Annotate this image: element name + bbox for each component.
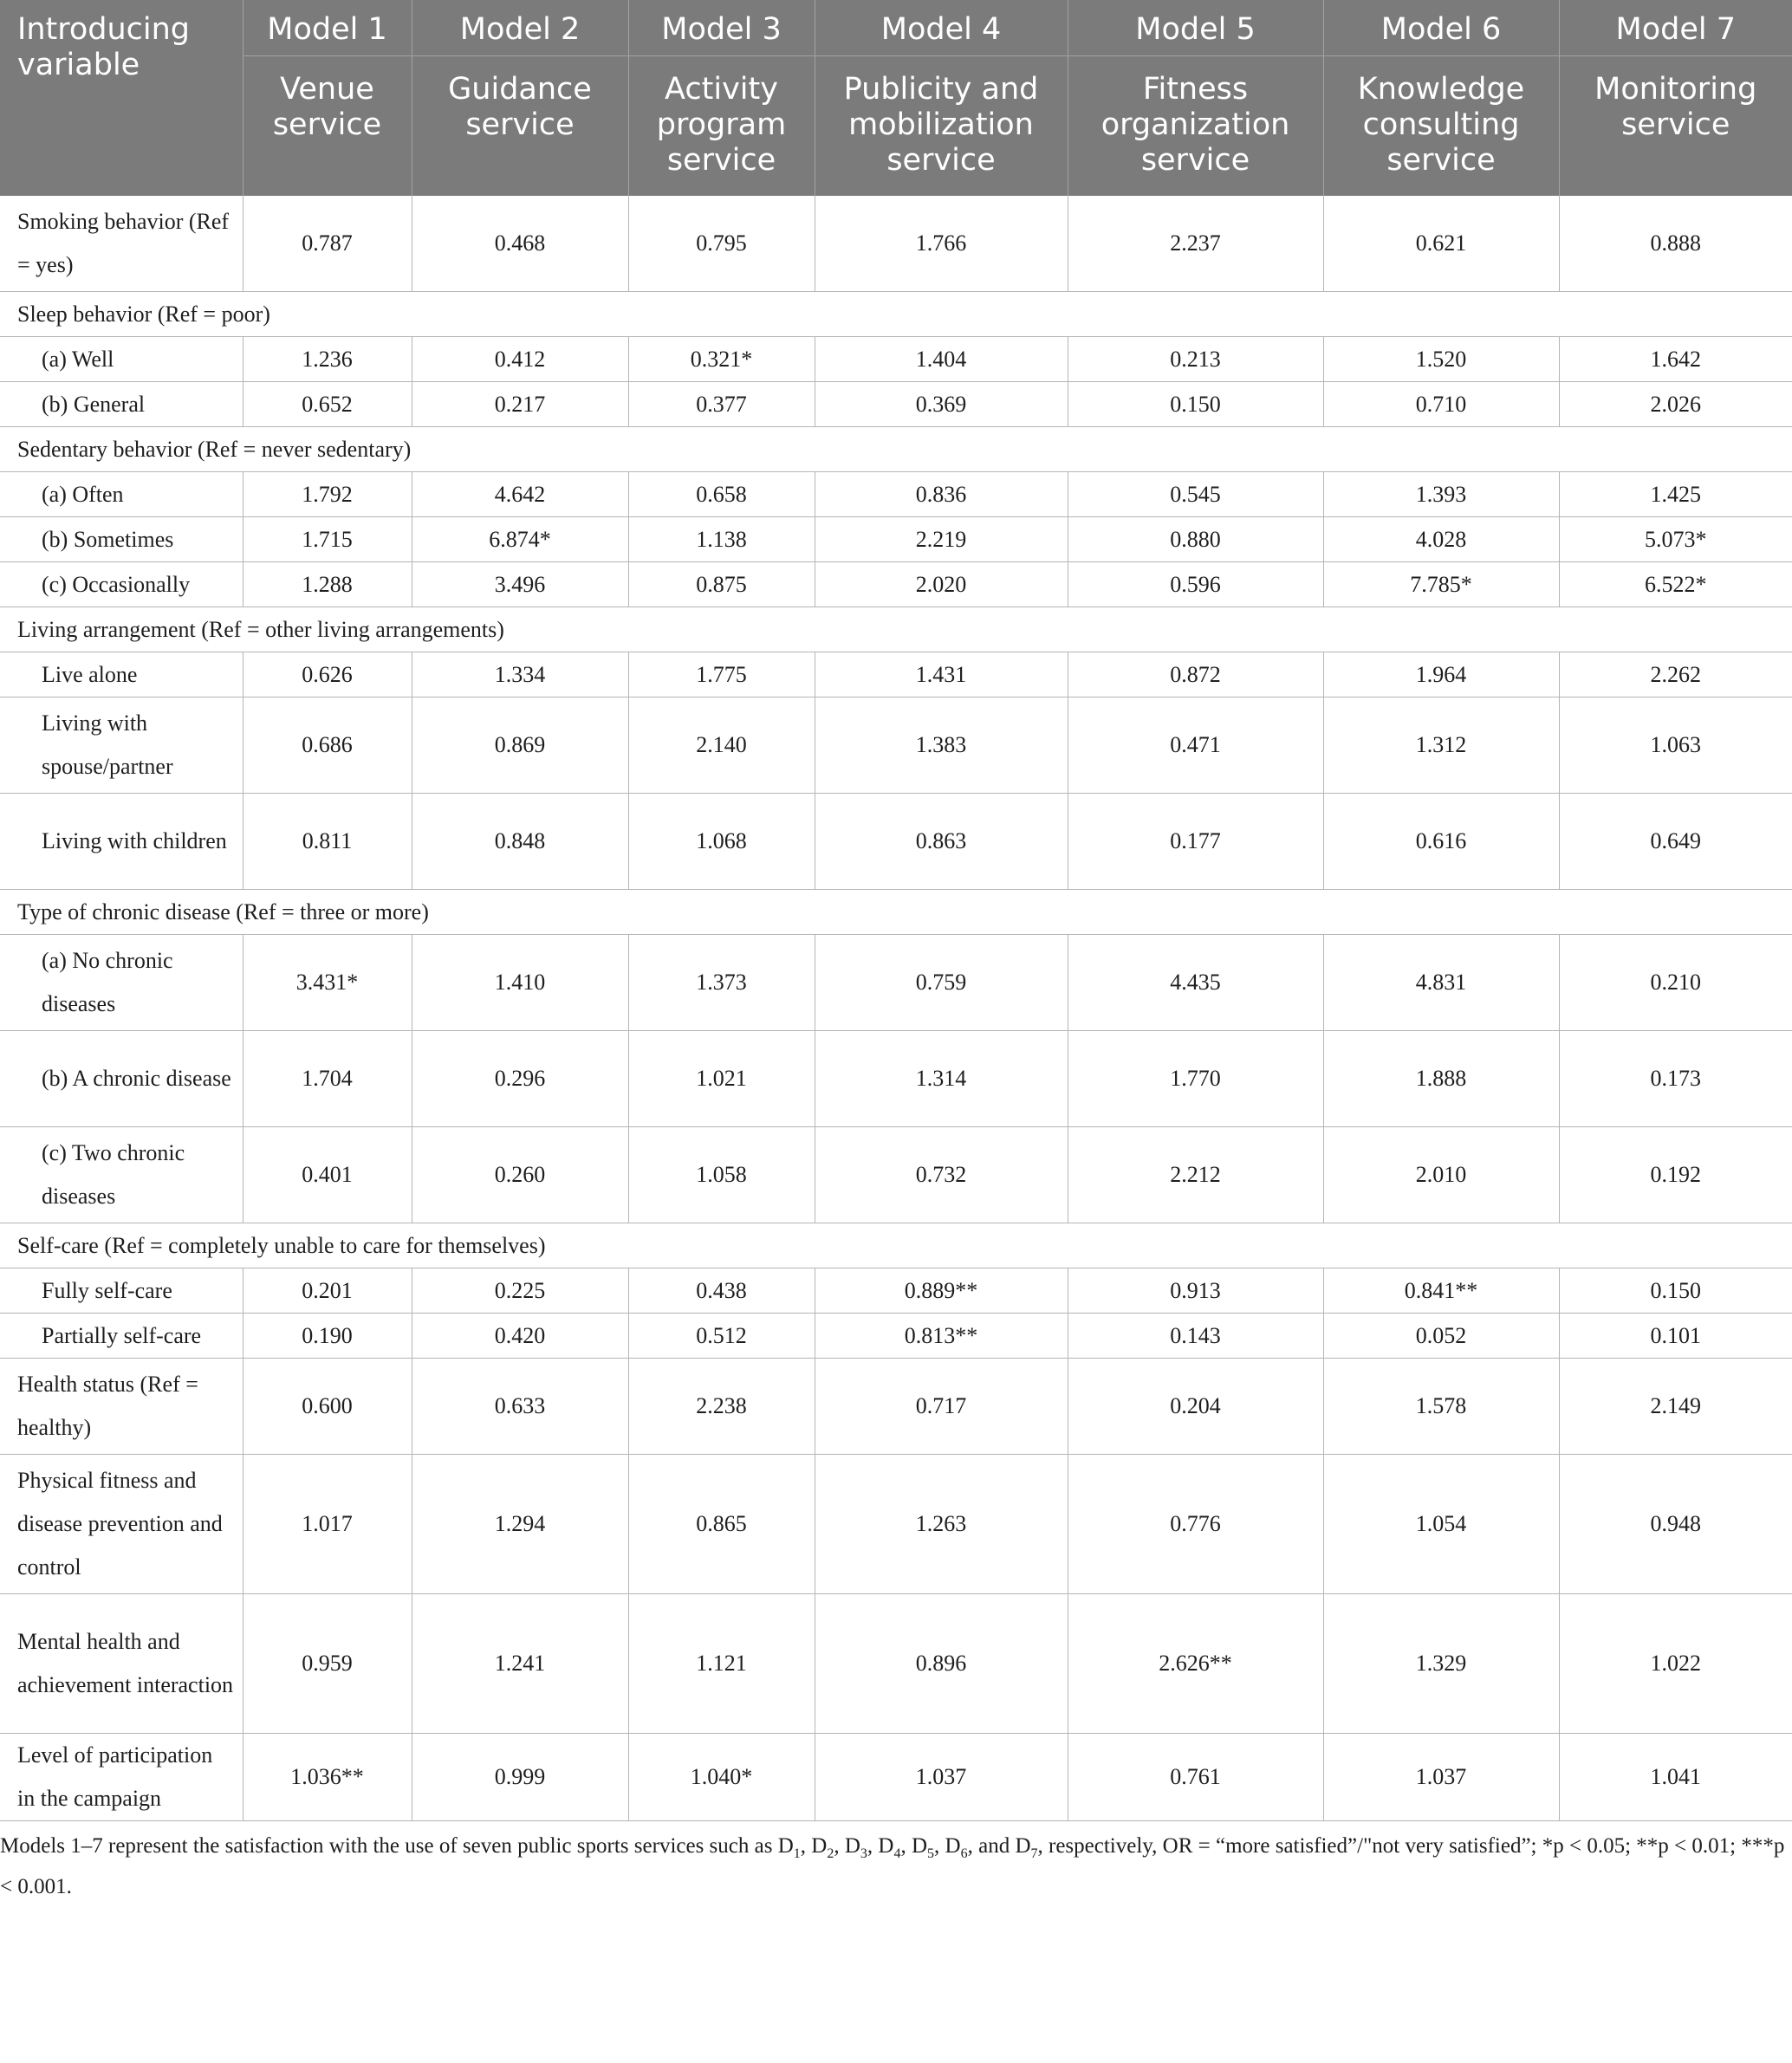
header-service-7: Monitoring service <box>1559 55 1792 196</box>
value-cell-model-4: 0.896 <box>815 1594 1068 1734</box>
footnote-d-item: $D_1$ <box>777 1834 801 1861</box>
value-cell-model-3: 1.373 <box>628 935 815 1031</box>
value-cell-model-3: 2.238 <box>628 1359 815 1455</box>
value-cell-model-3: 0.321* <box>628 337 815 382</box>
row-label: Partially self-care <box>0 1314 243 1359</box>
value-cell-model-4: 1.314 <box>815 1031 1068 1127</box>
value-cell-model-4: 0.717 <box>815 1359 1068 1455</box>
value-cell-model-5: 2.237 <box>1068 196 1323 292</box>
value-cell-model-1: 0.401 <box>243 1127 412 1223</box>
value-cell-model-6: 4.028 <box>1323 517 1559 562</box>
footnote-d-item: $D_2$ <box>811 1834 834 1861</box>
value-cell-model-1: 1.017 <box>243 1455 412 1594</box>
value-cell-model-4: 2.219 <box>815 517 1068 562</box>
value-cell-model-1: 1.704 <box>243 1031 412 1127</box>
value-cell-model-7: 1.063 <box>1559 697 1792 794</box>
value-cell-model-1: 0.652 <box>243 382 412 427</box>
table-row <box>0 935 1792 1031</box>
header-introducing-variable: Introducing variable <box>0 0 243 196</box>
value-cell-model-6: 1.054 <box>1323 1455 1559 1594</box>
value-cell-model-3: 0.865 <box>628 1455 815 1594</box>
footnote-d-item: $D_3$ <box>844 1834 867 1861</box>
value-cell-model-6: 0.841** <box>1323 1268 1559 1314</box>
value-cell-model-2: 1.410 <box>412 935 628 1031</box>
value-cell-model-7: 2.026 <box>1559 382 1792 427</box>
value-cell-model-6: 1.888 <box>1323 1031 1559 1127</box>
row-label: Fully self-care <box>0 1268 243 1314</box>
value-cell-model-5: 0.150 <box>1068 382 1323 427</box>
value-cell-model-4: 1.431 <box>815 652 1068 697</box>
value-cell-model-7: 0.192 <box>1559 1127 1792 1223</box>
footnote-d-item: $D_5$ <box>911 1834 935 1861</box>
header-service-1: Venue service <box>243 55 412 196</box>
value-cell-model-1: 0.787 <box>243 196 412 292</box>
table-row <box>0 1455 1792 1594</box>
value-cell-model-6: 2.010 <box>1323 1127 1559 1223</box>
value-cell-model-6: 1.393 <box>1323 472 1559 517</box>
value-cell-model-7: 1.642 <box>1559 337 1792 382</box>
value-cell-model-1: 0.190 <box>243 1314 412 1359</box>
value-cell-model-7: 0.649 <box>1559 794 1792 890</box>
value-cell-model-7: 0.101 <box>1559 1314 1792 1359</box>
value-cell-model-1: 3.431* <box>243 935 412 1031</box>
value-cell-model-2: 1.294 <box>412 1455 628 1594</box>
value-cell-model-4: 1.037 <box>815 1734 1068 1821</box>
footnote-text: Models 1–7 represent the satisfaction with the use of seven public sports services such as <box>0 1834 778 1858</box>
table-row <box>0 794 1792 890</box>
value-cell-model-2: 0.848 <box>412 794 628 890</box>
row-label: Living with children <box>0 794 243 890</box>
row-label: Living with spouse/partner <box>0 697 243 794</box>
header-service-6: Knowledge consulting service <box>1323 55 1559 196</box>
value-cell-model-4: 0.369 <box>815 382 1068 427</box>
value-cell-model-2: 0.420 <box>412 1314 628 1359</box>
header-model-6: Model 6 <box>1323 0 1559 55</box>
value-cell-model-2: 0.633 <box>412 1359 628 1455</box>
value-cell-model-5: 2.626** <box>1068 1594 1323 1734</box>
table-row <box>0 382 1792 427</box>
value-cell-model-3: 1.138 <box>628 517 815 562</box>
section-label: Sleep behavior (Ref = poor) <box>0 292 1792 337</box>
value-cell-model-7: 1.022 <box>1559 1594 1792 1734</box>
value-cell-model-2: 3.496 <box>412 562 628 607</box>
row-label: Physical fitness and disease prevention and control <box>0 1455 243 1594</box>
value-cell-model-5: 0.776 <box>1068 1455 1323 1594</box>
value-cell-model-4: 0.863 <box>815 794 1068 890</box>
value-cell-model-3: 0.512 <box>628 1314 815 1359</box>
value-cell-model-4: 1.766 <box>815 196 1068 292</box>
value-cell-model-3: 1.021 <box>628 1031 815 1127</box>
section-label: Living arrangement (Ref = other living arrangements) <box>0 607 1792 652</box>
value-cell-model-5: 0.143 <box>1068 1314 1323 1359</box>
row-label: (b) General <box>0 382 243 427</box>
value-cell-model-2: 4.642 <box>412 472 628 517</box>
value-cell-model-7: 0.150 <box>1559 1268 1792 1314</box>
table-row <box>0 1734 1792 1821</box>
table-body <box>0 196 1792 1821</box>
value-cell-model-6: 1.578 <box>1323 1359 1559 1455</box>
table-row <box>0 562 1792 607</box>
footnote-d-item: $D_4$ <box>878 1834 901 1861</box>
section-row <box>0 607 1792 652</box>
section-label: Type of chronic disease (Ref = three or more) <box>0 890 1792 935</box>
header-service-2: Guidance service <box>412 55 628 196</box>
row-label: Mental health and achievement interaction <box>0 1594 243 1734</box>
header-model-1: Model 1 <box>243 0 412 55</box>
footnote-d-item: $D_7$ <box>1015 1834 1038 1861</box>
table-row <box>0 652 1792 697</box>
value-cell-model-3: 1.058 <box>628 1127 815 1223</box>
value-cell-model-1: 0.600 <box>243 1359 412 1455</box>
value-cell-model-1: 0.959 <box>243 1594 412 1734</box>
value-cell-model-5: 0.177 <box>1068 794 1323 890</box>
table-row <box>0 1268 1792 1314</box>
value-cell-model-4: 0.836 <box>815 472 1068 517</box>
value-cell-model-3: 1.775 <box>628 652 815 697</box>
value-cell-model-4: 2.020 <box>815 562 1068 607</box>
table-row <box>0 517 1792 562</box>
header-service-5: Fitness organization service <box>1068 55 1323 196</box>
value-cell-model-6: 4.831 <box>1323 935 1559 1031</box>
value-cell-model-3: 2.140 <box>628 697 815 794</box>
section-row <box>0 427 1792 472</box>
value-cell-model-1: 1.792 <box>243 472 412 517</box>
value-cell-model-7: 1.041 <box>1559 1734 1792 1821</box>
value-cell-model-3: 1.121 <box>628 1594 815 1734</box>
header-service-3: Activity program service <box>628 55 815 196</box>
section-row <box>0 292 1792 337</box>
header-model-5: Model 5 <box>1068 0 1323 55</box>
value-cell-model-5: 4.435 <box>1068 935 1323 1031</box>
table-row <box>0 1359 1792 1455</box>
value-cell-model-4: 0.732 <box>815 1127 1068 1223</box>
value-cell-model-1: 0.201 <box>243 1268 412 1314</box>
value-cell-model-1: 1.288 <box>243 562 412 607</box>
footnote-d-item: $D_6$ <box>945 1834 968 1861</box>
table-row <box>0 472 1792 517</box>
value-cell-model-7: 6.522* <box>1559 562 1792 607</box>
value-cell-model-2: 0.260 <box>412 1127 628 1223</box>
value-cell-model-5: 0.913 <box>1068 1268 1323 1314</box>
value-cell-model-6: 0.621 <box>1323 196 1559 292</box>
row-label: (b) Sometimes <box>0 517 243 562</box>
value-cell-model-1: 1.236 <box>243 337 412 382</box>
value-cell-model-2: 0.217 <box>412 382 628 427</box>
value-cell-model-2: 0.225 <box>412 1268 628 1314</box>
value-cell-model-1: 0.686 <box>243 697 412 794</box>
value-cell-model-5: 1.770 <box>1068 1031 1323 1127</box>
table-row <box>0 1314 1792 1359</box>
value-cell-model-1: 0.811 <box>243 794 412 890</box>
value-cell-model-6: 1.312 <box>1323 697 1559 794</box>
row-label: (b) A chronic disease <box>0 1031 243 1127</box>
value-cell-model-5: 0.471 <box>1068 697 1323 794</box>
value-cell-model-5: 0.872 <box>1068 652 1323 697</box>
value-cell-model-7: 5.073* <box>1559 517 1792 562</box>
value-cell-model-5: 0.761 <box>1068 1734 1323 1821</box>
row-label: (a) No chronic diseases <box>0 935 243 1031</box>
row-label: Smoking behavior (Ref = yes) <box>0 196 243 292</box>
table-row <box>0 1127 1792 1223</box>
value-cell-model-7: 2.262 <box>1559 652 1792 697</box>
value-cell-model-2: 0.296 <box>412 1031 628 1127</box>
value-cell-model-2: 0.468 <box>412 196 628 292</box>
value-cell-model-6: 0.616 <box>1323 794 1559 890</box>
footnote-text-end: , respectively, OR = “more satisfied”/"not very satisfied”; *p < 0.05; **p < 0.01; ***p < 0.001. <box>0 1834 1785 1898</box>
table-row <box>0 196 1792 292</box>
table-footnote: Models 1–7 represent the satisfaction with the use of seven public sports services such as $D_1$, $D_2$, $D_3$, $D_4$, $D_5$, $D_6$, and $D_7$, respectively, OR = “more satisfied”/"not very satisfied”; *p < 0.05; **p < 0.01; ***p < 0.001. <box>0 1834 1785 1898</box>
value-cell-model-6: 1.329 <box>1323 1594 1559 1734</box>
value-cell-model-6: 1.037 <box>1323 1734 1559 1821</box>
row-label: (c) Two chronic diseases <box>0 1127 243 1223</box>
value-cell-model-7: 0.888 <box>1559 196 1792 292</box>
value-cell-model-5: 0.213 <box>1068 337 1323 382</box>
section-label: Sedentary behavior (Ref = never sedentary) <box>0 427 1792 472</box>
value-cell-model-5: 0.880 <box>1068 517 1323 562</box>
value-cell-model-2: 1.241 <box>412 1594 628 1734</box>
value-cell-model-7: 0.948 <box>1559 1455 1792 1594</box>
value-cell-model-7: 0.173 <box>1559 1031 1792 1127</box>
value-cell-model-5: 0.204 <box>1068 1359 1323 1455</box>
value-cell-model-7: 1.425 <box>1559 472 1792 517</box>
table-header <box>0 0 1792 196</box>
value-cell-model-1: 0.626 <box>243 652 412 697</box>
value-cell-model-6: 1.520 <box>1323 337 1559 382</box>
row-label: (a) Often <box>0 472 243 517</box>
value-cell-model-3: 0.875 <box>628 562 815 607</box>
value-cell-model-2: 0.999 <box>412 1734 628 1821</box>
header-service-4: Publicity and mobilization service <box>815 55 1068 196</box>
value-cell-model-7: 0.210 <box>1559 935 1792 1031</box>
row-label: (c) Occasionally <box>0 562 243 607</box>
value-cell-model-4: 1.263 <box>815 1455 1068 1594</box>
header-model-2: Model 2 <box>412 0 628 55</box>
header-model-4: Model 4 <box>815 0 1068 55</box>
header-model-3: Model 3 <box>628 0 815 55</box>
table-row <box>0 1594 1792 1734</box>
table-row <box>0 337 1792 382</box>
value-cell-model-3: 0.658 <box>628 472 815 517</box>
value-cell-model-4: 0.889** <box>815 1268 1068 1314</box>
value-cell-model-3: 1.068 <box>628 794 815 890</box>
row-label: Live alone <box>0 652 243 697</box>
value-cell-model-2: 0.412 <box>412 337 628 382</box>
value-cell-model-5: 0.596 <box>1068 562 1323 607</box>
header-model-7: Model 7 <box>1559 0 1792 55</box>
value-cell-model-4: 0.759 <box>815 935 1068 1031</box>
value-cell-model-6: 0.052 <box>1323 1314 1559 1359</box>
value-cell-model-5: 2.212 <box>1068 1127 1323 1223</box>
value-cell-model-1: 1.036** <box>243 1734 412 1821</box>
section-row <box>0 890 1792 935</box>
value-cell-model-7: 2.149 <box>1559 1359 1792 1455</box>
section-label: Self-care (Ref = completely unable to care for themselves) <box>0 1223 1792 1268</box>
value-cell-model-1: 1.715 <box>243 517 412 562</box>
value-cell-model-3: 0.377 <box>628 382 815 427</box>
section-row <box>0 1223 1792 1268</box>
value-cell-model-4: 1.383 <box>815 697 1068 794</box>
value-cell-model-3: 0.795 <box>628 196 815 292</box>
value-cell-model-3: 1.040* <box>628 1734 815 1821</box>
value-cell-model-6: 7.785* <box>1323 562 1559 607</box>
value-cell-model-3: 0.438 <box>628 1268 815 1314</box>
value-cell-model-2: 6.874* <box>412 517 628 562</box>
value-cell-model-5: 0.545 <box>1068 472 1323 517</box>
value-cell-model-6: 0.710 <box>1323 382 1559 427</box>
value-cell-model-6: 1.964 <box>1323 652 1559 697</box>
value-cell-model-4: 1.404 <box>815 337 1068 382</box>
row-label: (a) Well <box>0 337 243 382</box>
row-label: Level of participation in the campaign <box>0 1734 243 1821</box>
table-row <box>0 1031 1792 1127</box>
table-row <box>0 697 1792 794</box>
row-label: Health status (Ref = healthy) <box>0 1359 243 1455</box>
value-cell-model-4: 0.813** <box>815 1314 1068 1359</box>
value-cell-model-2: 1.334 <box>412 652 628 697</box>
value-cell-model-2: 0.869 <box>412 697 628 794</box>
